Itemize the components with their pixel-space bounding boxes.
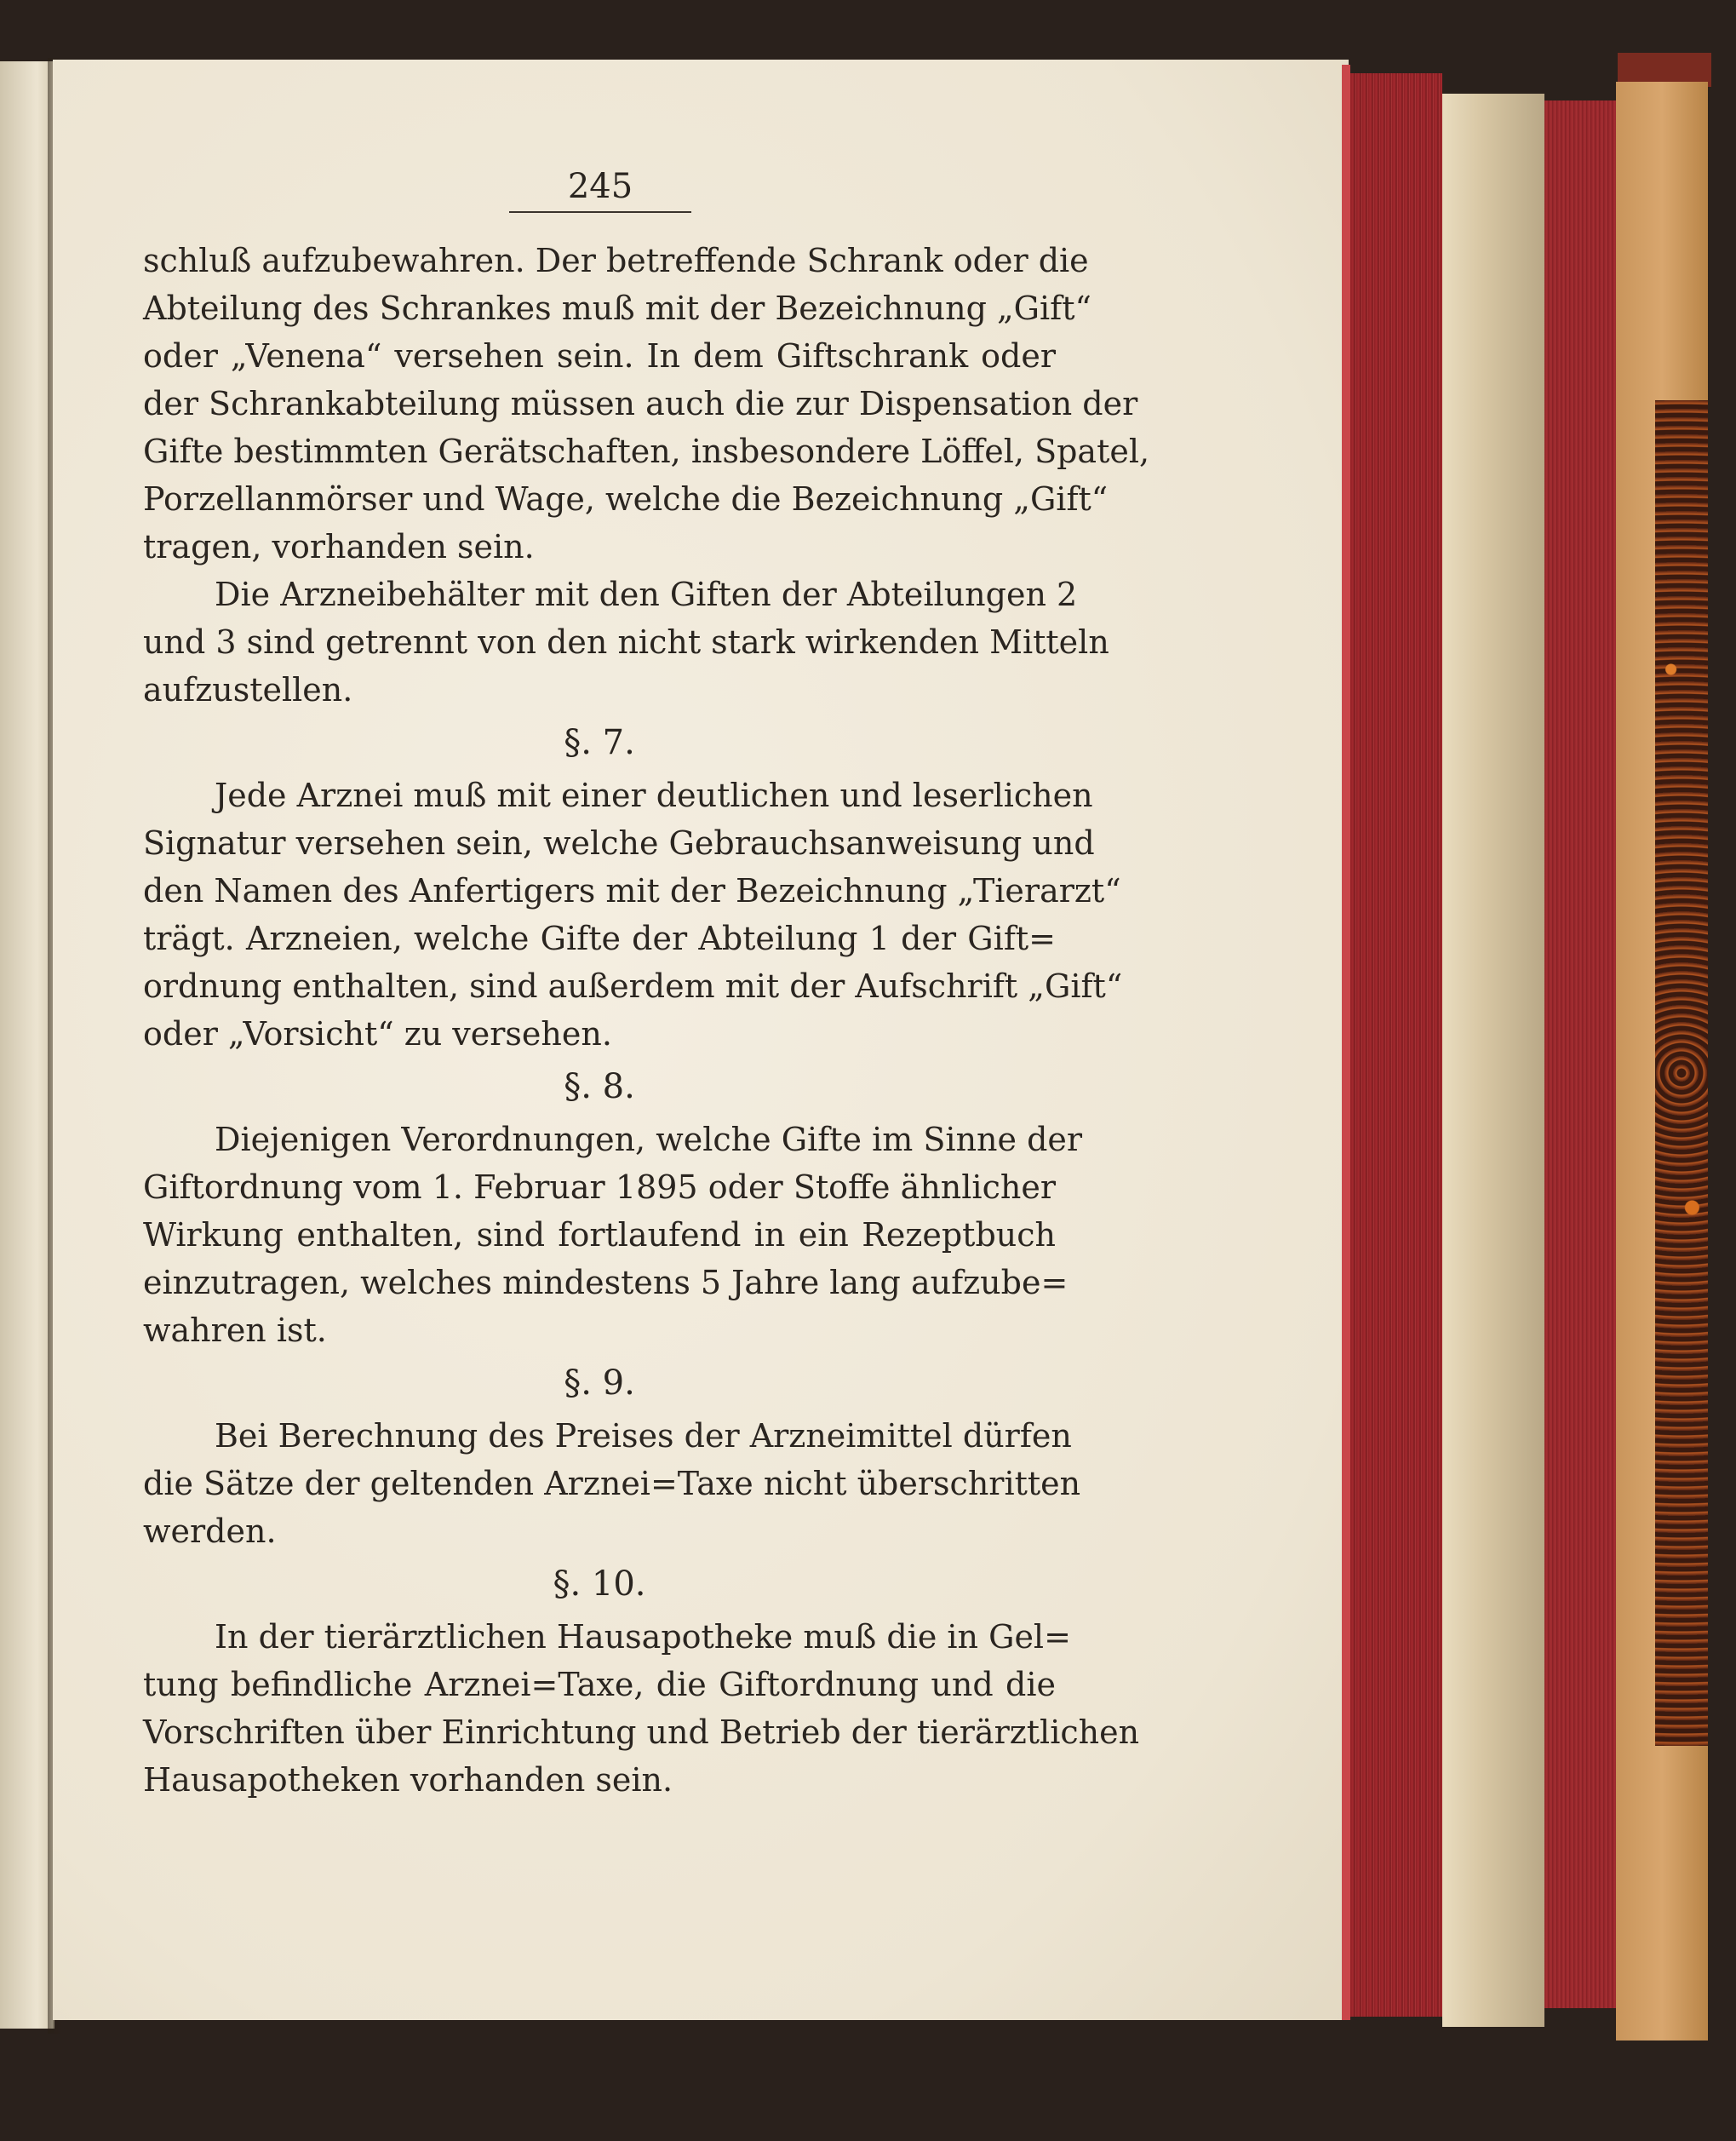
- text-line: Gifte bestimmten Gerätschaften, insbesondere Löffel, Spatel,: [143, 433, 1150, 470]
- text-line: und 3 sind getrennt von den nicht stark wirkenden Mitteln: [143, 623, 1109, 661]
- text-line: wahren ist.: [143, 1312, 327, 1349]
- section-heading: §. 9.: [564, 1363, 635, 1403]
- page-block-light: [1442, 94, 1544, 2027]
- section-heading: §. 10.: [553, 1564, 646, 1604]
- text-line: Jede Arznei muß mit einer deutlichen und leserlichen: [215, 777, 1093, 814]
- text-line: der Schrankabteilung müssen auch die zur Dispensation der: [143, 385, 1138, 422]
- text-line: den Namen des Anfertigers mit der Bezeichnung „Tierarzt“: [143, 872, 1121, 910]
- text-line: einzutragen, welches mindestens 5 Jahre lang aufzube=: [143, 1264, 1069, 1301]
- text-line: Porzellanmörser und Wage, welche die Bezeichnung „Gift“: [143, 480, 1109, 518]
- section-heading: §. 7.: [564, 723, 635, 762]
- text-line: trägt. Arzneien, welche Gifte der Abteilung 1 der Gift=: [143, 920, 1056, 957]
- page-edge-red: [1342, 65, 1350, 2020]
- left-page-edge: [0, 61, 54, 2029]
- text-line: aufzustellen.: [143, 671, 353, 709]
- page-block-red-back: [1544, 100, 1616, 2008]
- text-line: werden.: [143, 1512, 277, 1550]
- text-line: tragen, vorhanden sein.: [143, 528, 535, 565]
- text-line: In der tierärztlichen Hausapotheke muß die in Gel=: [215, 1618, 1071, 1656]
- text-line: Diejenigen Verordnungen, welche Gifte im Sinne der: [215, 1121, 1083, 1158]
- text-line: Vorschriften über Einrichtung und Betrieb der tierärztlichen: [143, 1713, 1140, 1751]
- text-line: ordnung enthalten, sind außerdem mit der Aufschrift „Gift“: [143, 967, 1123, 1005]
- text-line: Die Arzneibehälter mit den Giften der Abteilungen 2: [215, 576, 1078, 613]
- text-line: oder „Vorsicht“ zu versehen.: [143, 1015, 612, 1053]
- text-line: schluß aufzubewahren. Der betreffende Schrank oder die: [143, 242, 1089, 279]
- cover-marble: [1655, 400, 1708, 1746]
- page-number: 245: [567, 167, 633, 206]
- text-line: tung befindliche Arznei=Taxe, die Giftordnung und die: [143, 1666, 1056, 1703]
- text-line: Bei Berechnung des Preises der Arzneimittel dürfen: [215, 1417, 1072, 1455]
- text-line: Wirkung enthalten, sind fortlaufend in ein Rezeptbuch: [143, 1216, 1056, 1254]
- header-rule: [509, 211, 691, 213]
- text-line: Giftordnung vom 1. Februar 1895 oder Stoffe ähnlicher: [143, 1168, 1056, 1206]
- page-block-red: [1350, 73, 1442, 2017]
- text-line: oder „Venena“ versehen sein. In dem Giftschrank oder: [143, 337, 1056, 375]
- text-line: die Sätze der geltenden Arznei=Taxe nicht überschritten: [143, 1465, 1081, 1502]
- section-heading: §. 8.: [564, 1067, 635, 1106]
- text-line: Signatur versehen sein, welche Gebrauchsanweisung und: [143, 824, 1095, 862]
- text-line: Hausapotheken vorhanden sein.: [143, 1761, 673, 1799]
- text-line: Abteilung des Schrankes muß mit der Bezeichnung „Gift“: [143, 290, 1091, 327]
